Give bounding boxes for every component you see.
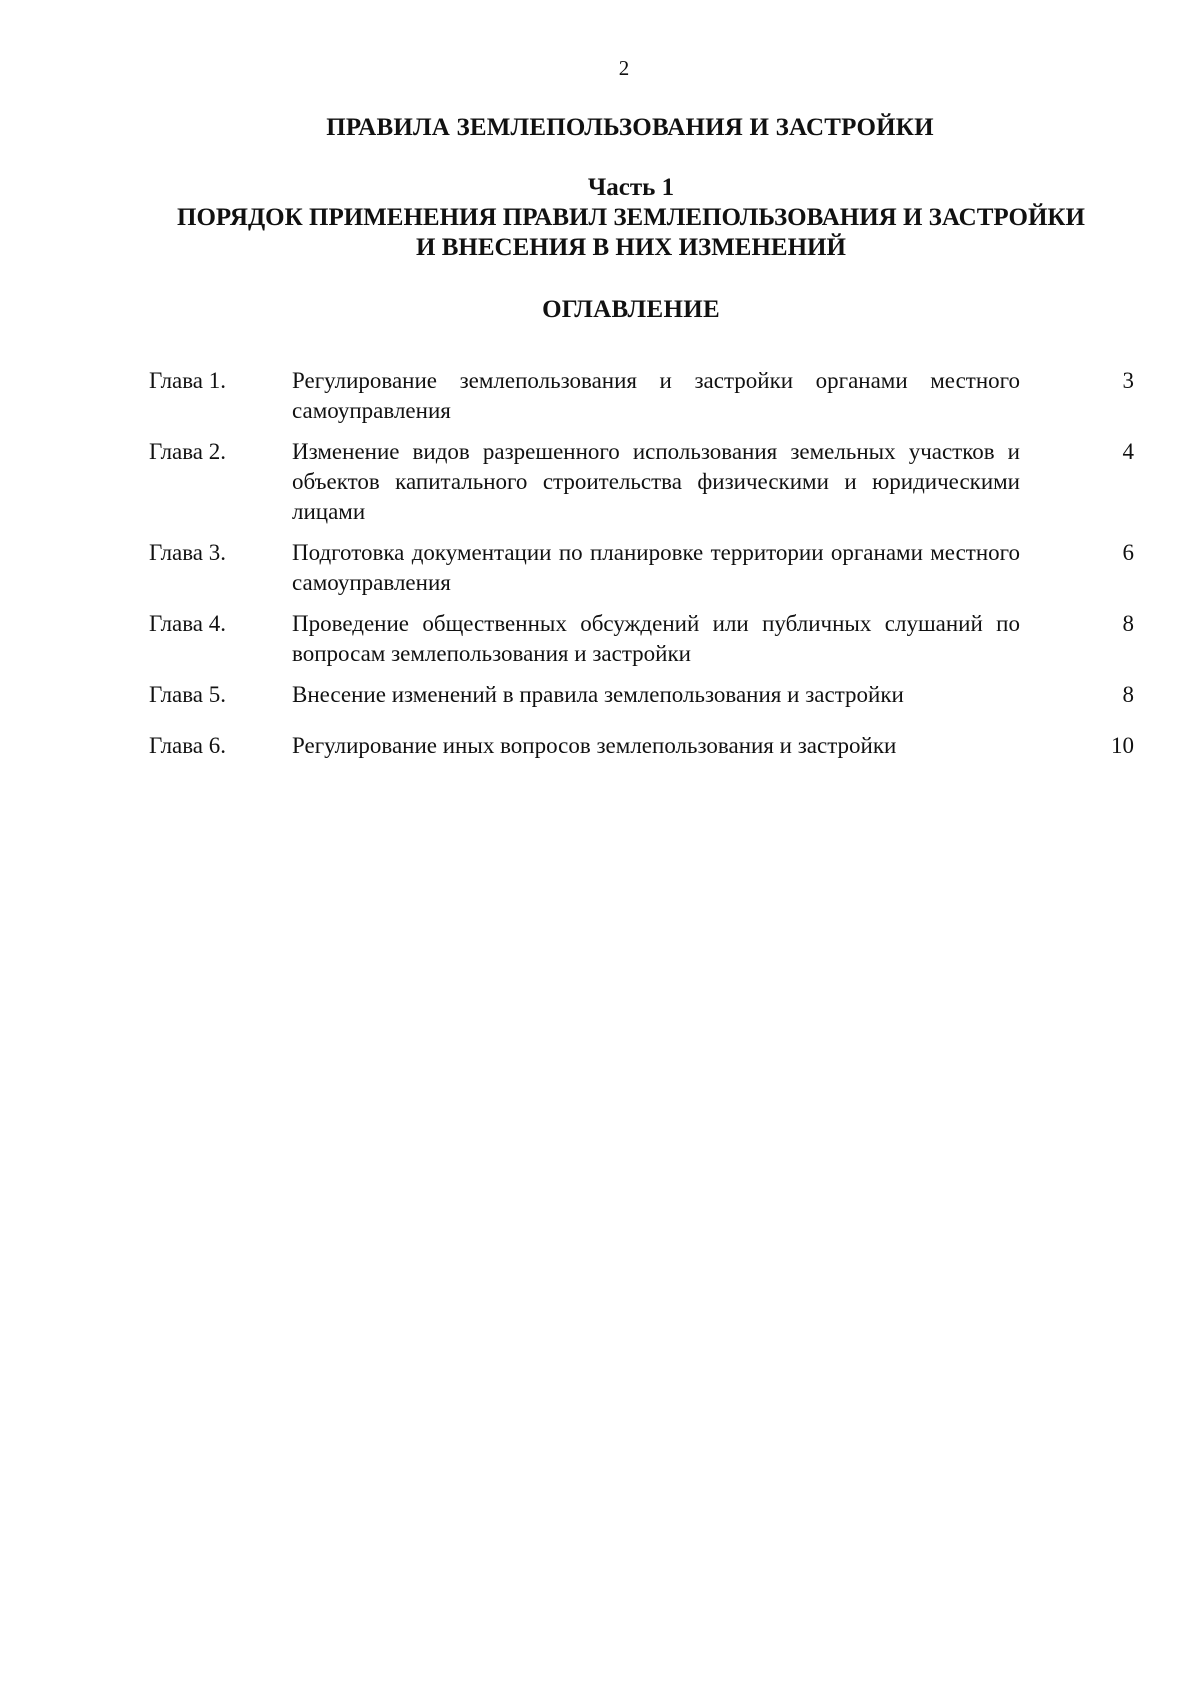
- toc-chapter-title: Подготовка документации по планировке территории органами местного самоуправления: [292, 540, 1020, 595]
- table-of-contents: [149, 366, 1134, 772]
- toc-entry-3[interactable]: [149, 538, 1134, 598]
- toc-chapter-title: Регулирование иных вопросов землепользования и застройки: [292, 733, 897, 758]
- toc-chapter-label: Глава 4.: [149, 611, 227, 636]
- toc-title: ОГЛАВЛЕНИЕ: [542, 296, 720, 323]
- toc-chapter-label: Глава 6.: [149, 733, 227, 758]
- toc-page-number: 10: [1111, 733, 1134, 758]
- toc-page-number: 6: [1122, 540, 1134, 565]
- toc-page-number: 3: [1122, 368, 1134, 393]
- toc-entry-2[interactable]: [149, 437, 1134, 527]
- toc-page-number: 4: [1122, 439, 1134, 464]
- part-label: Часть 1: [587, 174, 675, 201]
- toc-chapter-label: Глава 2.: [149, 439, 227, 464]
- toc-chapter-title: Регулирование землепользования и застройки органами местного самоуправления: [292, 368, 1020, 423]
- toc-entry-4[interactable]: [149, 609, 1134, 669]
- toc-chapter-label: Глава 5.: [149, 682, 227, 707]
- toc-entry-5[interactable]: [149, 680, 1134, 710]
- toc-chapter-title: Проведение общественных обсуждений или публичных слушаний по вопросам землепользования и застройки: [292, 611, 1020, 666]
- toc-entry-1[interactable]: [149, 366, 1134, 426]
- toc-chapter-label: Глава 3.: [149, 540, 227, 565]
- toc-chapter-title: Внесение изменений в правила землепользования и застройки: [292, 682, 904, 707]
- toc-page-number: 8: [1122, 682, 1134, 707]
- toc-entry-6[interactable]: [149, 731, 1134, 761]
- part-heading: [0, 173, 1200, 263]
- part-title-line-1: ПОРЯДОК ПРИМЕНЕНИЯ ПРАВИЛ ЗЕМЛЕПОЛЬЗОВАНИЯ И ЗАСТРОЙКИ: [177, 204, 1085, 231]
- part-title-line-2: И ВНЕСЕНИЯ В НИХ ИЗМЕНЕНИЙ: [416, 234, 846, 261]
- toc-chapter-label: Глава 1.: [149, 368, 227, 393]
- toc-chapter-title: Изменение видов разрешенного использования земельных участков и объектов капитального строительства физическими и юридическими лицами: [292, 439, 1020, 524]
- toc-page-number: 8: [1122, 611, 1134, 636]
- document-title: ПРАВИЛА ЗЕМЛЕПОЛЬЗОВАНИЯ И ЗАСТРОЙКИ: [326, 114, 934, 141]
- page-number: 2: [618, 56, 630, 80]
